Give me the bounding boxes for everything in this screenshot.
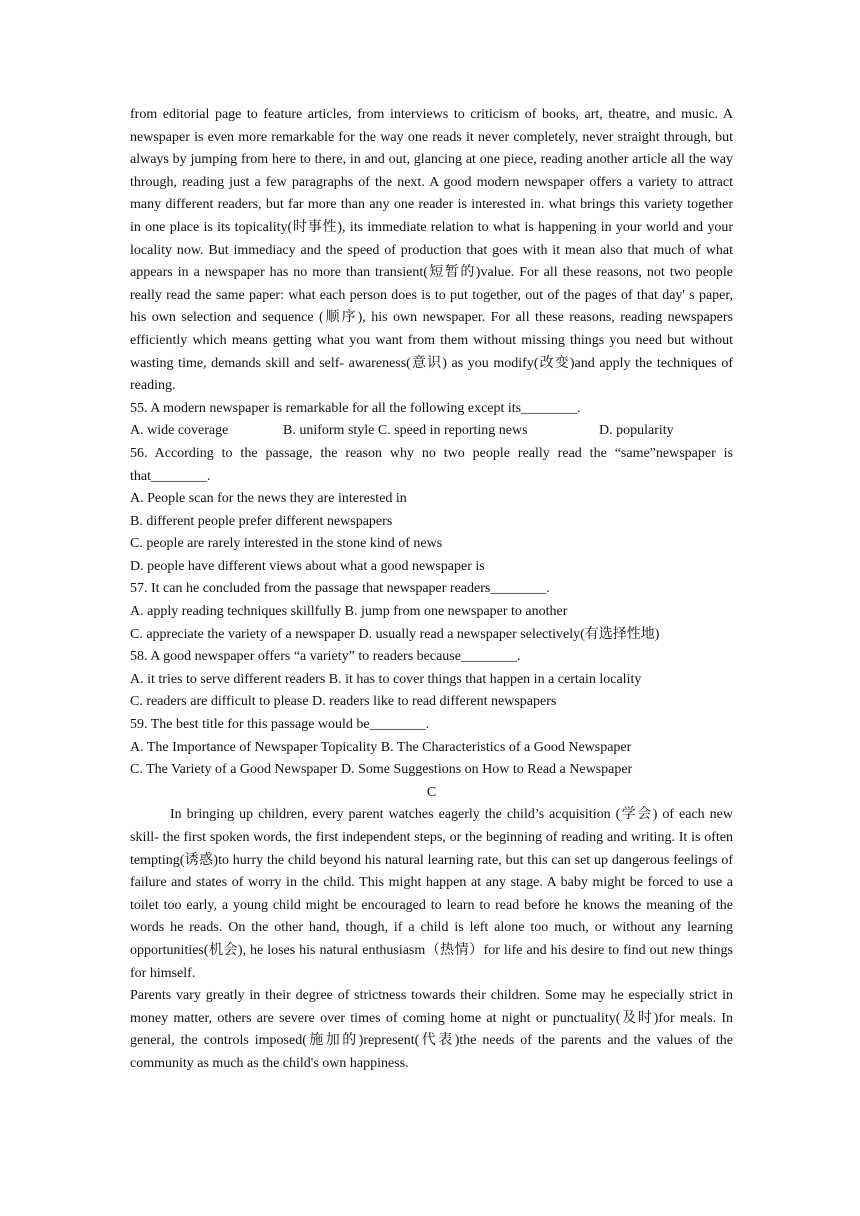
question-59-options-ab: A. The Importance of Newspaper Topicality B. The Characteristics of a Good Newspaper <box>130 739 632 755</box>
question-58-stem: 58. A good newspaper offers “a variety” to readers because________. <box>130 649 521 665</box>
question-56-option-a: A. People scan for the news they are interested in <box>130 491 407 507</box>
question-58-options-cd: C. readers are difficult to please D. readers like to read different newspapers <box>130 694 557 710</box>
question-59-stem: 59. The best title for this passage would be________. <box>130 717 430 733</box>
question-56-option-b: B. different people prefer different newspapers <box>130 513 393 529</box>
question-58-options-ab: A. it tries to serve different readers B. it has to cover things that happen in a certain locality <box>130 671 642 687</box>
question-55-option-a: A. wide coverage <box>130 423 229 439</box>
question-55-options <box>130 420 733 443</box>
document-content <box>130 104 733 1076</box>
passage-b-paragraph: from editorial page to feature articles, from interviews to criticism of books, art, theatre, and music. A newspaper is even more remarkable for the way one reads it never completely, never straight through, but always by jumping from here to there, in and out, glancing at one piece, reading another article all the way through, reading just a few paragraphs of the next. A good modern newspaper offers a variety to attract many different readers, but far more than any one reader is interested in. what brings this variety together in one place is its topicality(时事性), its immediate relation to what is happening in your world and your locality now. But immediacy and the speed of production that goes with it mean also that much of what appears in a newspaper has no more than transient(短暂的)value. For all these reasons, not two people really read the same paper: what each person does is to put together, out of the pages of that day' s paper, his own selection and sequence (顺序), his own newspaper. For all these reasons, reading newspapers efficiently which means getting what you want from them without missing things you need but without wasting time, demands skill and self- awareness(意识) as you modify(改变)and apply the techniques of reading. <box>130 107 733 394</box>
question-57-options-ab: A. apply reading techniques skillfully B. jump from one newspaper to another <box>130 604 568 620</box>
question-55-stem: 55. A modern newspaper is remarkable for all the following except its________. <box>130 400 581 416</box>
question-57-options-cd: C. appreciate the variety of a newspaper D. usually read a newspaper selectively(有选择性地) <box>130 626 660 642</box>
question-59-options-cd: C. The Variety of a Good Newspaper D. Some Suggestions on How to Read a Newspaper <box>130 762 633 778</box>
passage-c-heading: C <box>426 784 437 800</box>
question-55-option-b-c: B. uniform style C. speed in reporting news <box>283 423 528 439</box>
question-55-option-d: D. popularity <box>599 423 674 439</box>
question-56-option-d: D. people have different views about what a good newspaper is <box>130 558 485 574</box>
passage-c-paragraph-2: Parents vary greatly in their degree of strictness towards their children. Some may he especially strict in money matter, others are severe over times of coming home at night or punctuality(及时)for meals. In general, the controls imposed(施加的)represent(代表)the needs of the parents and the values of the community as much as the child's own happiness. <box>130 988 733 1071</box>
question-56-stem: 56. According to the passage, the reason why no two people really read the “same”newspaper is that________. <box>130 445 733 484</box>
passage-c-paragraph-1: In bringing up children, every parent watches eagerly the child’s acquisition (学会) of each new skill- the first spoken words, the first independent steps, or the beginning of reading and writing. It is often tempting(诱惑)to hurry the child beyond his natural learning rate, but this can set up dangerous feelings of failure and states of worry in the child. This might happen at any stage. A baby might be forced to use a toilet too early, a young child might be encouraged to learn to read before he knows the meaning of the words he reads. On the other hand, though, if a child is left alone too much, or without any learning opportunities(机会), he loses his natural enthusiasm（热情）for life and his desire to find out new things for himself. <box>130 807 733 981</box>
question-56-option-c: C. people are rarely interested in the stone kind of news <box>130 536 443 552</box>
question-57-stem: 57. It can he concluded from the passage that newspaper readers________. <box>130 581 550 597</box>
